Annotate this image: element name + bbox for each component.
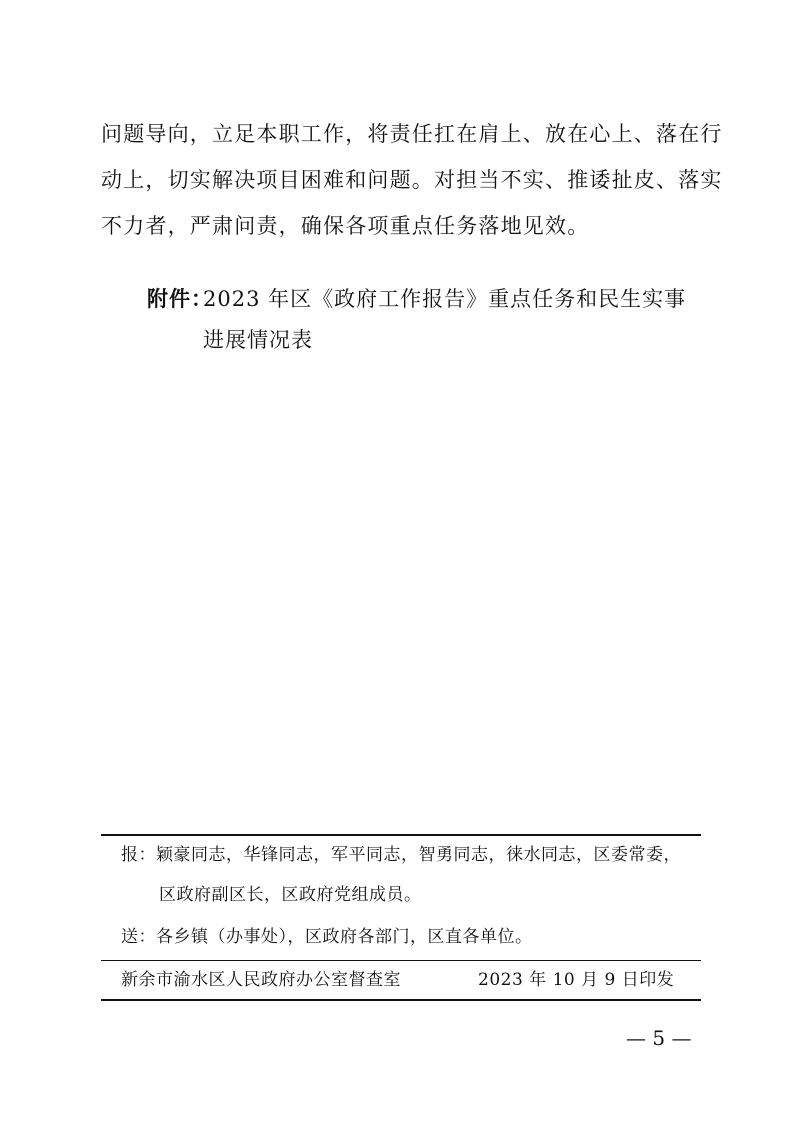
footer-middle-rule bbox=[101, 960, 701, 961]
body-text-line-1: 问题导向，立足本职工作，将责任扛在肩上、放在心上、落在行 bbox=[101, 122, 723, 146]
attachment-title-line-1: 2023 年区《政府工作报告》重点任务和民生实事 bbox=[203, 287, 687, 311]
report-to-line-1: 报：颖豪同志，华锋同志，军平同志，智勇同志，徕水同志，区委常委， bbox=[121, 845, 681, 865]
issuer-name: 新余市渝水区人民政府办公室督查室 bbox=[121, 970, 401, 990]
report-to-line-2: 区政府副区长，区政府党组成员。 bbox=[159, 885, 422, 905]
attachment-title-line-2: 进展情况表 bbox=[203, 328, 313, 352]
send-to-line: 送：各乡镇（办事处），区政府各部门，区直各单位。 bbox=[121, 927, 533, 947]
page-number: — 5 — bbox=[626, 1026, 692, 1050]
attachment-label: 附件： bbox=[147, 287, 213, 311]
footer-top-rule bbox=[101, 834, 701, 836]
body-text-line-2: 动上，切实解决项目困难和问题。对担当不实、推诿扯皮、落实 bbox=[101, 168, 723, 192]
body-text-line-3: 不力者，严肃问责，确保各项重点任务落地见效。 bbox=[101, 214, 590, 238]
footer-bottom-rule bbox=[101, 999, 701, 1001]
print-date: 2023 年 10 月 9 日印发 bbox=[478, 970, 675, 990]
